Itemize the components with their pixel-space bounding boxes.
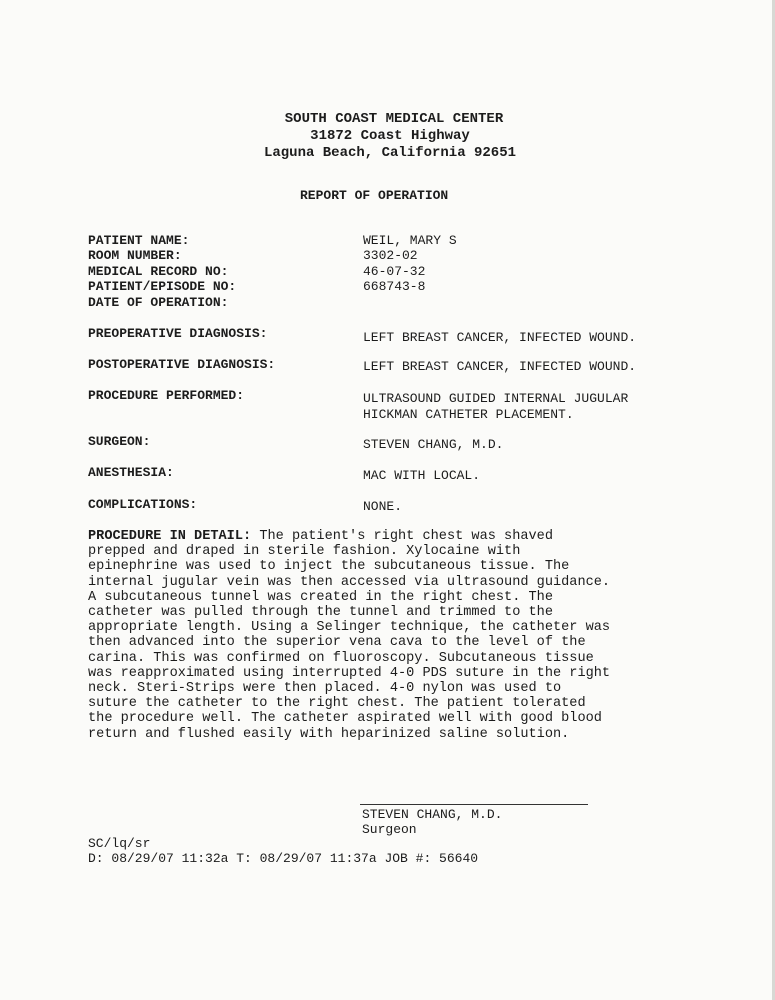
preop-diagnosis-value: LEFT BREAST CANCER, INFECTED WOUND. [363,330,637,345]
postop-diagnosis-value: LEFT BREAST CANCER, INFECTED WOUND. [363,359,637,374]
procedure-performed-value-line1: ULTRASOUND GUIDED INTERNAL JUGULAR [363,391,629,406]
medical-record-value: 46-07-32 [363,264,426,279]
signature-title: Surgeon [362,822,417,837]
hospital-name: SOUTH COAST MEDICAL CENTER [284,111,504,127]
patient-name-label: PATIENT NAME: [88,233,190,248]
date-of-operation-label: DATE OF OPERATION: [88,295,229,310]
episode-number-value: 668743-8 [363,279,426,294]
patient-name-value: WEIL, MARY S [363,233,457,248]
procedure-performed-label: PROCEDURE PERFORMED: [88,388,245,403]
postop-diagnosis-label: POSTOPERATIVE DIAGNOSIS: [88,357,276,372]
procedure-detail-text: The patient's right chest was shaved prepped and draped in sterile fashion. Xylocaine with epinephrine was used to inject the subcutaneous tissue. The internal jugular vein was then accessed via ultrasound guidance. A subcutaneous tunnel was created in the right chest. The catheter was pulled through the tunnel and trimmed to the appropriate length. Using a Selinger technique, the catheter was then advanced into the superior vena cava to the level of the carina. This was confirmed on fluoroscopy. Subcutaneous tissue was reapproximated using interrupted 4-0 PDS suture in the right neck. Steri-Strips were then placed. 4-0 nylon was used to suture the catheter to the right chest. The patient tolerated the procedure well. The catheter aspirated well with good blood return and flushed easily with heparinized saline solution. [88,529,611,742]
preop-diagnosis-label: PREOPERATIVE DIAGNOSIS: [88,326,268,341]
procedure-detail-lead: PROCEDURE IN DETAIL: [88,529,252,544]
complications-value: NONE. [363,499,403,514]
report-title: REPORT OF OPERATION [300,188,449,203]
hospital-city: Laguna Beach, California 92651 [263,145,517,161]
room-number-label: ROOM NUMBER: [88,248,182,263]
complications-label: COMPLICATIONS: [88,497,198,512]
room-number-value: 3302-02 [363,248,418,263]
episode-number-label: PATIENT/EPISODE NO: [88,279,237,294]
hospital-street: 31872 Coast Highway [310,128,470,144]
anesthesia-value: MAC WITH LOCAL. [363,468,481,483]
signature-name: STEVEN CHANG, M.D. [362,807,503,822]
procedure-detail [88,529,688,742]
anesthesia-label: ANESTHESIA: [88,465,174,480]
surgeon-label: SURGEON: [88,434,151,449]
surgeon-value: STEVEN CHANG, M.D. [363,437,504,452]
dictation-info: D: 08/29/07 11:32a T: 08/29/07 11:37a JOB #: 56640 [88,851,479,866]
transcription-initials: SC/lq/sr [88,836,151,851]
procedure-performed-value-line2: HICKMAN CATHETER PLACEMENT. [363,407,574,422]
signature-line [360,804,588,805]
medical-record-label: MEDICAL RECORD NO: [88,264,229,279]
